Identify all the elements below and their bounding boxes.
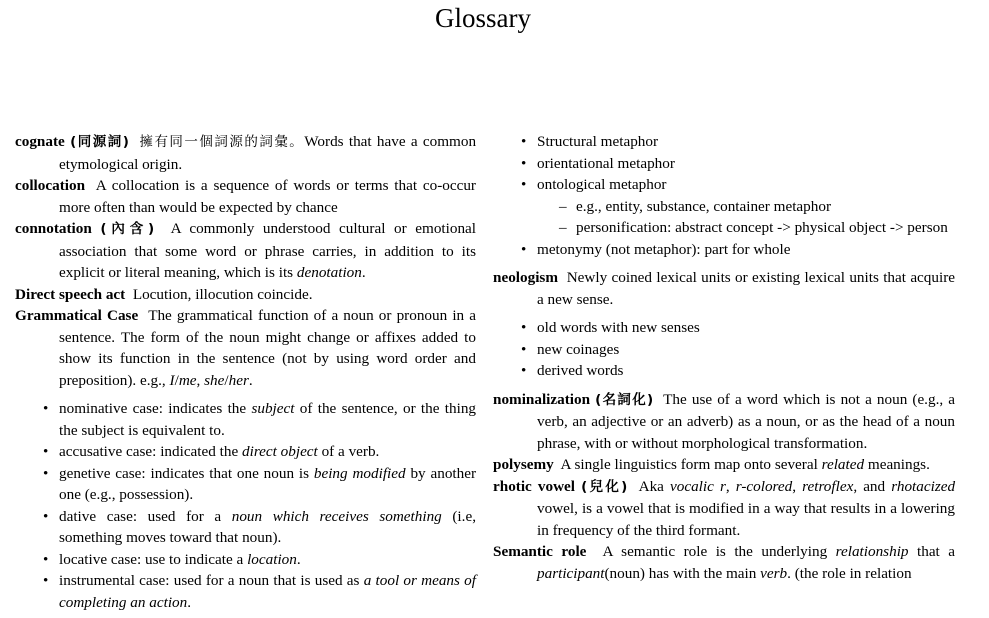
- term-cognate-cjk: (同源詞): [70, 134, 129, 150]
- semantic-role-definition: that a: [917, 543, 955, 560]
- metonymy-text: metonymy (not metaphor): part for whole: [537, 240, 791, 258]
- comma-separator: ,: [725, 477, 730, 495]
- case-emphasis: being modified: [313, 464, 406, 482]
- grammatical-case-definition: The grammatical function of a noun or pronoun in a sentence. The form of the noun might change or affixes added to show its function in the sentence (not by using word order and preposition). e.g.,: [59, 307, 476, 389]
- bullet-icon: •: [521, 176, 527, 193]
- case-text: nominative case: indicates the: [59, 400, 247, 417]
- semantic-role-definition: (noun) has with the main: [604, 564, 757, 582]
- list-item-case: [15, 398, 476, 441]
- term-polysemy: polysemy: [493, 456, 554, 473]
- neologism-item-text: old words with new senses: [537, 319, 700, 336]
- glossary-entry-semantic-role: [493, 541, 955, 584]
- rhotic-alias: r-colored: [735, 477, 793, 495]
- list-item-neologism: [493, 360, 955, 382]
- polysemy-related: related: [821, 456, 865, 473]
- connotation-end: .: [361, 264, 366, 281]
- rhotic-alias: retroflex: [802, 477, 854, 495]
- metaphor-text: Structural metaphor: [537, 133, 659, 150]
- list-item-metaphor: [493, 239, 955, 261]
- cognate-definition: Words that have a common etymological origin.: [59, 133, 477, 173]
- bullet-icon: •: [43, 443, 49, 460]
- bullet-icon: •: [43, 572, 49, 589]
- glossary-entry-connotation: [15, 218, 476, 284]
- ontological-sublist: [537, 196, 955, 239]
- bullet-icon: •: [521, 319, 527, 336]
- term-connotation: connotation: [15, 220, 92, 237]
- sublist-text: personification: abstract concept -> physical object -> person: [576, 219, 948, 236]
- and-text: , and: [853, 477, 886, 495]
- case-emphasis: subject: [251, 400, 295, 417]
- metaphor-list: [493, 131, 955, 260]
- term-collocation: collocation: [15, 177, 86, 194]
- glossary-entry-direct-speech-act: [15, 284, 476, 306]
- connotation-denotation: denotation: [296, 264, 362, 281]
- case-text: .: [296, 550, 301, 568]
- bullet-icon: •: [521, 154, 527, 172]
- neologism-list: [493, 317, 955, 382]
- nominalization-definition: The use of a word which is not a noun (e.g., a verb, an adjective or an adverb) as a noun, or as the head of a noun phrase, with or without morphological transformation.: [537, 390, 956, 452]
- dash-icon: –: [559, 197, 567, 215]
- glossary-entry-polysemy: [493, 454, 955, 476]
- sublist-item: [537, 196, 955, 218]
- case-emphasis: noun which receives something: [231, 507, 442, 525]
- term-direct-speech-act: Direct speech act: [15, 285, 126, 303]
- case-emphasis: location: [247, 550, 297, 568]
- rhotic-alias: vocalic r: [670, 477, 726, 495]
- term-grammatical-case: Grammatical Case: [15, 307, 139, 324]
- grammatical-case-example-1: I: [169, 371, 175, 389]
- glossary-entry-cognate: [15, 131, 476, 175]
- glossary-entry-neologism: [493, 267, 955, 310]
- polysemy-definition: A single linguistics form map onto several: [560, 456, 818, 473]
- term-rhotic-vowel: rhotic vowel: [493, 477, 575, 495]
- metaphor-text: orientational metaphor: [537, 154, 675, 172]
- case-text: accusative case: indicated the: [59, 443, 239, 460]
- glossary-entry-grammatical-case: [15, 305, 476, 391]
- rhotic-vowel-definition: vowel, is a vowel that is modified in a way that results in a lowering in frequency of the third formant.: [537, 500, 955, 539]
- case-text: of the sentence, or the thing the subject is equivalent to.: [59, 400, 477, 439]
- glossary-entry-nominalization: [493, 389, 955, 455]
- term-semantic-role: Semantic role: [493, 543, 587, 560]
- bullet-icon: •: [521, 340, 527, 358]
- term-rhotic-vowel-cjk: (兒化): [581, 478, 628, 495]
- polysemy-definition-end: meanings.: [867, 456, 930, 473]
- term-connotation-cjk: (內含): [100, 221, 155, 237]
- semantic-role-definition: . (the role in relation: [787, 564, 912, 582]
- bullet-icon: •: [43, 400, 49, 417]
- cognate-definition-cjk: 擁有同一個詞源的詞彙。: [139, 134, 305, 150]
- glossary-entry-rhotic-vowel: [493, 476, 955, 542]
- term-neologism: neologism: [493, 269, 558, 286]
- bullet-icon: •: [521, 240, 527, 258]
- case-text: instrumental case: used for a noun that is used as: [59, 572, 360, 589]
- neologism-item-text: new coinages: [537, 340, 620, 358]
- case-text: (i.e, something moves toward that noun).: [59, 507, 476, 546]
- bullet-icon: •: [521, 362, 527, 379]
- grammatical-case-example-4: her: [228, 371, 249, 389]
- page-title: Glossary: [435, 3, 531, 33]
- semantic-role-emphasis: participant: [537, 564, 605, 582]
- list-item-metaphor: [493, 153, 955, 175]
- connotation-definition: A commonly understood cultural or emotional association that some word or phrase carries, in addition to its explicit or literal meaning, which is its: [59, 220, 477, 281]
- list-item-neologism: [493, 317, 955, 339]
- sublist-item: [537, 217, 955, 239]
- bullet-icon: •: [43, 550, 49, 568]
- slash-separator: /: [224, 371, 229, 389]
- bullet-icon: •: [521, 133, 527, 150]
- neologism-definition: Newly coined lexical units or existing lexical units that acquire a new sense.: [537, 269, 956, 308]
- case-emphasis: direct object: [242, 443, 318, 460]
- glossary-entry-collocation: [15, 175, 476, 218]
- case-text: .: [187, 593, 192, 611]
- term-nominalization-cjk: (名詞化): [595, 391, 654, 408]
- dash-icon: –: [559, 219, 567, 236]
- comma-separator: ,: [792, 477, 797, 495]
- case-text: by another one (e.g., possession).: [59, 464, 477, 503]
- list-item-case: [15, 441, 476, 463]
- term-nominalization: nominalization: [493, 390, 591, 408]
- list-item-metaphor: [493, 174, 955, 239]
- neologism-item-text: derived words: [537, 362, 624, 379]
- semantic-role-emphasis: relationship: [835, 543, 909, 560]
- case-text: of a verb.: [321, 443, 380, 460]
- sublist-text: e.g., entity, substance, container metaphor: [576, 197, 832, 215]
- list-item-case: [15, 506, 476, 549]
- list-item-case: [15, 463, 476, 506]
- aka-text: Aka: [638, 477, 664, 495]
- list-item-neologism: [493, 339, 955, 361]
- case-emphasis: a tool or means of completing an action: [59, 572, 476, 611]
- period: .: [248, 371, 253, 389]
- bullet-icon: •: [43, 464, 49, 482]
- grammatical-case-example-3: she: [204, 371, 225, 389]
- grammatical-case-example-2: me: [178, 371, 197, 389]
- right-column: [493, 131, 955, 584]
- bullet-icon: •: [43, 507, 49, 525]
- slash-separator: /: [174, 371, 179, 389]
- metaphor-text: ontological metaphor: [537, 176, 667, 193]
- direct-speech-act-definition: Locution, illocution coincide.: [132, 285, 313, 303]
- left-column: [15, 131, 476, 618]
- semantic-role-emphasis: verb: [760, 564, 788, 582]
- list-item-case: [15, 549, 476, 571]
- collocation-definition: A collocation is a sequence of words or terms that co-occur more often than would be expected by chance: [59, 177, 476, 216]
- case-list: [15, 398, 476, 613]
- semantic-role-definition: A semantic role is the underlying: [602, 543, 828, 560]
- list-item-case: [15, 570, 476, 613]
- case-text: locative case: use to indicate a: [59, 550, 244, 568]
- comma-separator: ,: [196, 371, 201, 389]
- list-item-metaphor: [493, 131, 955, 153]
- case-text: genetive case: indicates that one noun is: [59, 464, 310, 482]
- rhotic-alias: rhotacized: [891, 477, 956, 495]
- term-cognate: cognate: [15, 133, 65, 150]
- case-text: dative case: used for a: [59, 507, 222, 525]
